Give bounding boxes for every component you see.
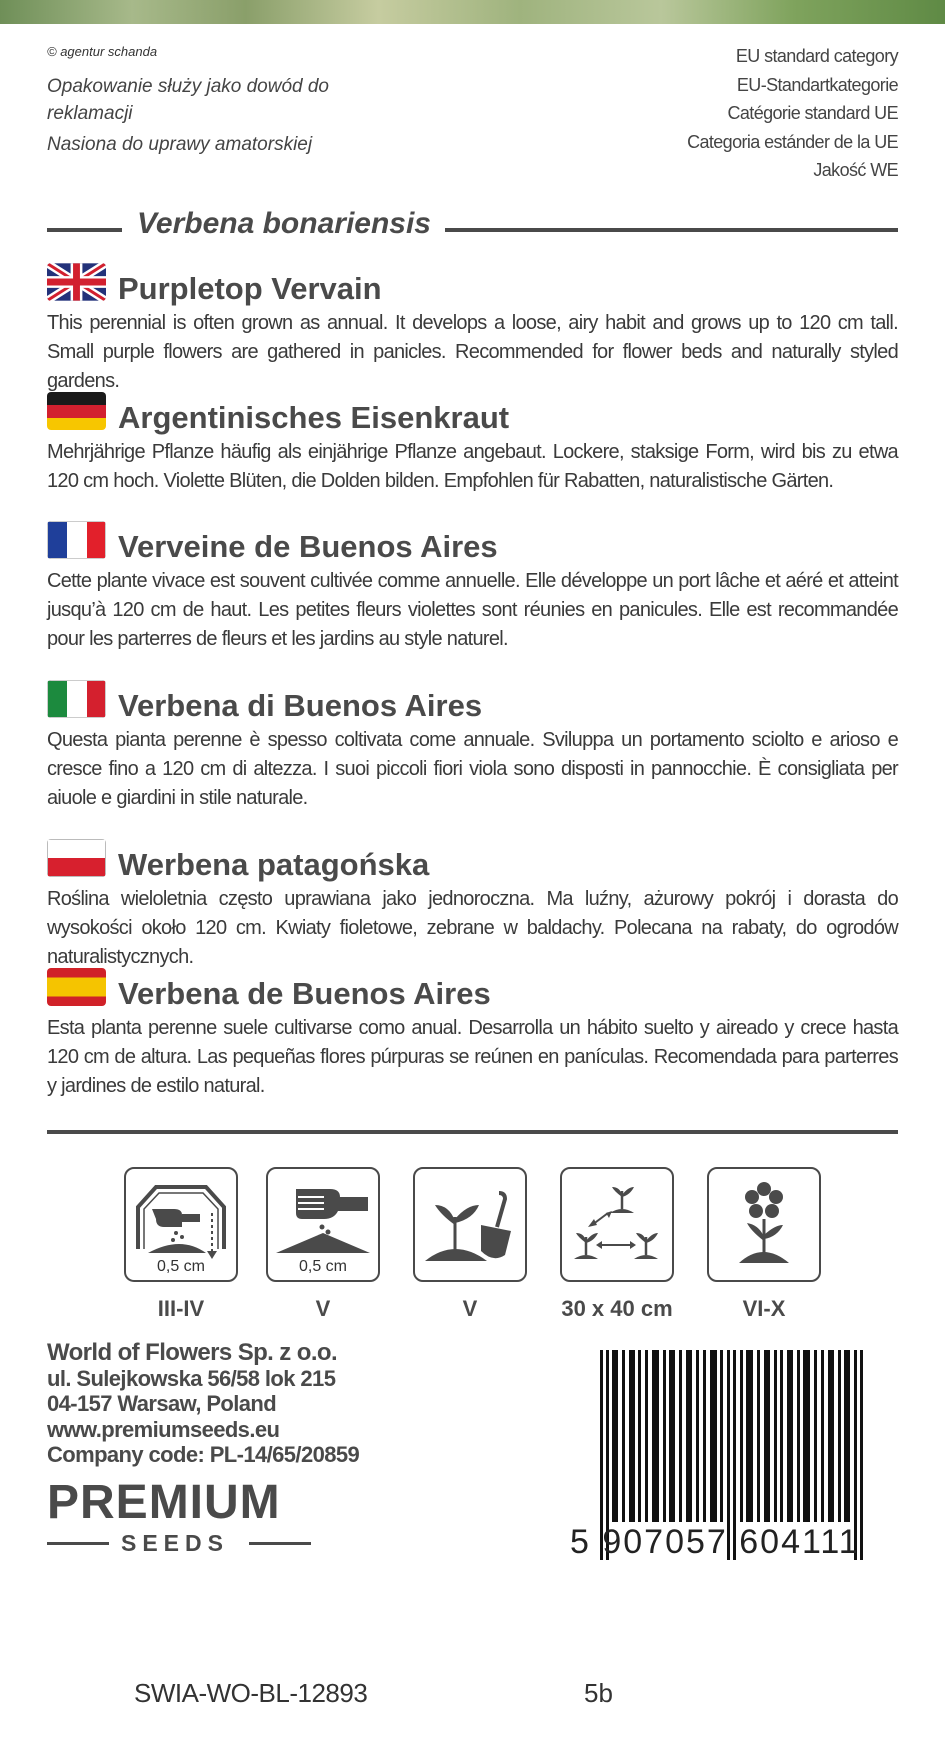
description-text: Cette plante vivace est souvent cultivée comme annuelle. Elle développe un port lâche et aéré et atteint jusqu’à 120 cm de haut. Les petites fleurs violettes sont réunies en panicules. Elle est recommandée pour les parterres de fleurs et les jardins au style naturel. — [47, 570, 898, 650]
company-name: World of Flowers Sp. z o.o. — [47, 1339, 338, 1366]
top-photo-strip — [0, 0, 945, 24]
brand-logo — [47, 1478, 315, 1556]
eu-category-list — [687, 42, 898, 185]
latin-name: Verbena bonariensis — [137, 207, 431, 240]
icon-label: VI-X — [742, 1296, 786, 1321]
france-flag-icon — [47, 521, 106, 559]
icon-label: III-IV — [157, 1296, 205, 1321]
spain-flag-icon — [47, 968, 106, 1006]
eu-category-line: Catégorie standard UE — [727, 103, 898, 123]
sowing-depth: 0,5 cm — [156, 1258, 205, 1275]
common-name: Purpletop Vervain — [118, 271, 382, 306]
sowing-depth: 0,5 cm — [298, 1258, 347, 1275]
amateur-note: Nasiona do uprawy amatorskiej — [47, 134, 313, 155]
flowering-icon — [707, 1167, 821, 1282]
latin-name-header — [47, 207, 898, 247]
eu-category-line: EU standard category — [735, 46, 898, 66]
description-text: Questa pianta perenne è spesso coltivata come annuale. Sviluppa un portamento sciolto e arioso e cresce fino a 120 cm di altezza. I suoi piccoli fiori viola sono disposti in pannocchie. È consigliata per aiuole e giardini in stile naturale. — [47, 729, 898, 809]
copyright-notice: © agentur schanda — [47, 44, 158, 59]
divider — [47, 228, 122, 232]
description-text: This perennial is often grown as annual. It develops a loose, airy habit and grows up to 120 cm tall. Small purple flowers are gathered in panicles. Recommended for flower beds and naturally styled gardens. — [47, 312, 898, 392]
company-website[interactable]: www.premiumseeds.eu — [47, 1416, 280, 1442]
description-text: Mehrjährige Pflanze häufig als einjährige Pflanze angebaut. Lockere, staksige Form, wird bis zu etwa 120 cm hoch. Violette Blüten, die Dolden bilden. Empfohlen für Rabatten, naturalistische Gärten. — [47, 441, 898, 492]
page-code: 5b — [584, 1678, 613, 1708]
greenhouse-sowing-icon — [124, 1167, 238, 1282]
icon-label: V — [315, 1296, 331, 1321]
uk-flag-icon — [47, 263, 106, 301]
divider — [249, 1542, 311, 1545]
print-code: SWIA-WO-BL-12893 — [134, 1678, 368, 1708]
brand-subline — [47, 1530, 315, 1556]
divider — [47, 1542, 109, 1545]
description-text: Roślina wieloletnia często uprawiana jako jednoroczna. Ma luźny, ażurowy pokrój i dorasta do wysokości około 120 cm. Kwiaty fioletowe, zebrane w baldachy. Polecana na rabaty, do ogrodów naturalistycznych. — [47, 888, 898, 968]
plant-spacing-icon — [560, 1167, 674, 1282]
company-code: Company code: PL-14/65/20859 — [47, 1442, 360, 1467]
common-name: Verbena de Buenos Aires — [118, 976, 491, 1011]
icon-label: V — [462, 1296, 478, 1321]
italy-flag-icon — [47, 680, 106, 718]
barcode-number: 5 907057 604111 — [570, 1523, 860, 1561]
section-divider — [47, 1130, 898, 1134]
company-street: ul. Sulejkowska 56/58 lok 215 — [47, 1365, 336, 1391]
brand-wordmark: PREMIUM — [47, 1476, 281, 1529]
transplant-seedling-icon — [413, 1167, 527, 1282]
common-name: Argentinisches Eisenkraut — [118, 400, 510, 435]
icon-label: 30 x 40 cm — [561, 1296, 673, 1321]
packaging-notes — [47, 73, 347, 162]
complaint-note: Opakowanie służy jako dowód do reklamacji — [47, 76, 330, 124]
eu-category-line: Categoria estánder de la UE — [687, 131, 898, 152]
company-city: 04-157 Warsaw, Poland — [47, 1391, 277, 1416]
eu-category-line: EU-Standartkategorie — [736, 74, 898, 95]
outdoor-sowing-icon — [266, 1167, 380, 1282]
common-name: Verveine de Buenos Aires — [118, 529, 498, 564]
description-text: Esta planta perenne suele cultivarse como anual. Desarrolla un hábito suelto y aireado y crece hasta 120 cm de altura. Las pequeñas flores púrpuras se reúnen en panículas. Recomendada para parterres y jardines de estilo natural. — [47, 1017, 898, 1097]
brand-subword: SEEDS — [121, 1530, 229, 1556]
germany-flag-icon — [47, 392, 106, 430]
divider — [445, 228, 898, 232]
poland-flag-icon — [47, 839, 106, 877]
common-name: Verbena di Buenos Aires — [118, 688, 483, 723]
eu-category-line: Jakość WE — [813, 160, 898, 180]
common-name: Werbena patagońska — [118, 847, 430, 882]
company-info — [47, 1340, 467, 1468]
